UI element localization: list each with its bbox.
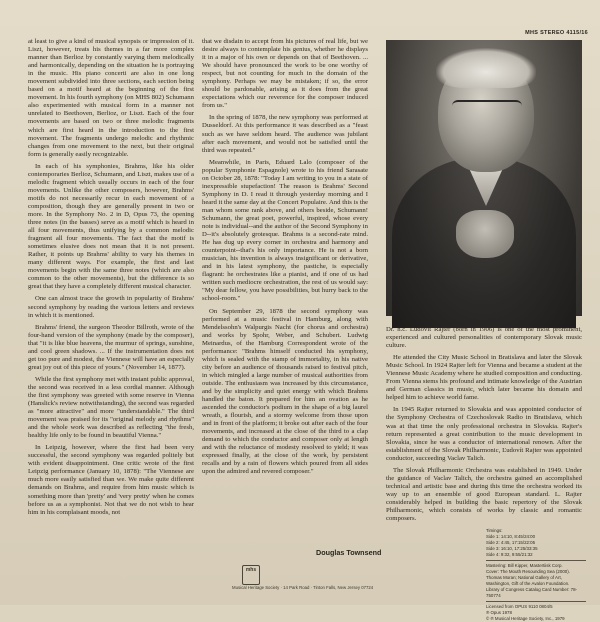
catalog-number: MHS STEREO 4115/16 (525, 30, 588, 36)
publisher-address: Musical Heritage Society · 14 Park Road · Tinton Falls, New Jersey 07724 (232, 585, 374, 590)
notes-paragraph: that we disdain to accept from his pictures of real life, but we desire always to contemplate his genius, whether he displays it in a major of his own or depends on that of Beethoven. ... We should have pronounced the work to be one worthy of respect, but not counting for much in the domain of the symphony. Perhaps we may be mistaken; if so, the error should be pardonable, arising as it does from the great expectations which our reverence for the composer induced from us." (202, 38, 368, 110)
notes-column-3 (386, 326, 582, 526)
divider (486, 601, 586, 602)
notes-column-1 (28, 38, 194, 598)
bio-paragraph: In 1945 Rajter returned to Slovakia and was appointed conductor of the Symphony Orchestra of Czechoslovak Radio in Bratislava, which was at that time the only professional orchestra in Slovakia. Rajter's return represented a great contribution to the music development in Slovakia, since he was a conductor of international renown. After the establishment of the Slovak Philharmonic, Ľudovít Rajter was appointed conductor, succeeding Vaclav Talich. (386, 406, 582, 462)
notes-paragraph: On September 29, 1878 the second symphony was performed at a music festival in Hamburg, along with Mendelssohn's Walpurgis Nacht (for chorus and orchestra) and works by Spohr, Weber, and Schubert. Ludwig Meinardus, of the Hamburg Correspondent wrote of the performance: "Brahms himself conducted his symphony, which is sealed with the stamp of immortality, in his native city before an audience of thousands raised to festival pitch, in which mingled a large number of musical authorities from outside. The enthusiasm was increased by this circumstance, and by the simplicity and quiet energy with which Brahms handled the baton. It prepared for him an ovation as he ascended the conductor's podium in the shape of a big laurel wreath, a flourish, and a stormy welcome from those upon and in front of the platform; it broke out after each of the four movements, and increased at the close of the third to a clap demand to which the conductor and composer only at length and with the reluctance of modesty resolved to yield; it was expressed finally, at the close of the work, by persistent recalls and by a rain of flowers which poured from all sides upon the admired and revered composer." (202, 307, 368, 476)
mastering-credit: Mastering: Bill Kipper, Mastertiisk Corp. (486, 563, 563, 568)
conductor-photo (386, 40, 582, 316)
cover-credit: Cover: The Mouth Resounding Sea (2000). Thomas Moran; National Gallery of Art, Washington, Gift of the Avalon Foundation. (486, 569, 570, 586)
license-credit: Licensed from OPUS 9110 0804/5 (486, 604, 553, 609)
notes-paragraph: One can almost trace the growth in popularity of Brahms' second symphony by reading the various letters and reviews in which it is mentioned. (28, 295, 194, 319)
author-signature: Douglas Townsend (316, 548, 382, 557)
bio-paragraph: He attended the City Music School in Bratislava and later the Slovak Music School. In 1924 Rajter left for Vienna and became a student at the Viennese Music Academy where he studied composition and conducting. From Vienna stems his profound and intimate knowledge of the Austrian and German classics in music, which later became his domain and helped him to achieve world fame. (386, 354, 582, 402)
library-credit: Library of Congress Catalog Card Number: 78-750774 (486, 587, 578, 598)
divider (486, 560, 586, 561)
timing-line: Side 1: 14:10, 8:45/24:00 (486, 534, 536, 539)
copyright-line: © ℗ Musical Heritage Society, Inc., 1979 (486, 616, 565, 621)
notes-column-2 (202, 38, 368, 558)
timings-label: Timings: (486, 528, 503, 533)
notes-paragraph: While the first symphony met with instant public approval, the second was received in a less cordial manner. Although the first symphony was greeted with some reserve in Vienna (Hanslick's review notwithstanding), the second was regarded as "more attractive" and more "understandable." The third movement was praised for its "original melody and rhythms" and the whole work was described as reflecting "the fresh, healthy life only to be found in beautiful Vienna." (28, 375, 194, 440)
notes-paragraph: Meanwhile, in Paris, Eduard Lalo (composer of the popular Symphonie Espagnole) wrote to his friend Sarasate on October 28, 1878: "Today I am writing to you in a state of inexpressible stupefaction! The reason is Brahms' Second Symphony in D. I read it through yesterday morning and I heard it the same day at the Concert Populaire. And this is the man whom some rank above, and others beside, Schumann! Schumann, the great poet, powerful, inspired, whose every note is individual--and the author of the Second Symphony in D--it's absolutely grotesque. Brahms is a second-rate mind. He has dug up every corner in orchestra and harmony and counterpoint--that's his only importance. He is not a born musician, his invention is always insignificant or derivative, and in his latest symphony, the pastiche, is especially flagrant: he orchestrates like a pianist, and if one of us had written such mediocre orchestration, the rest of us would say: "My dear fellow, you have possibilities, but hurry back to the school-room." (202, 158, 368, 303)
bio-paragraph: The Slovak Philharmonic Orchestra was established in 1949. Under the guidance of Vaclav Talich, the orchestra gained an accomplished technical and artistic base and during this time the orchestra worked its way up to an ensemble of good European standard. L. Rajter considerably helped in building the basic repertory of the Slovak Philharmonic, which consists of works by classic and romantic composers. (386, 466, 582, 523)
notes-paragraph: In Leipzig, however, where the first had been very successful, the second symphony was regarded politely but with evident disappointment. One critic wrote of the first Leipzig performance (January 10, 1878): "The Viennese are much more easily satisfied than we. We make quite different demands on Brahms, and require from him music which is something more than 'pretty' and 'very pretty' when he comes before us as a symphonist. Not that we do not wish to hear him in his complaisant moods, not (28, 444, 194, 516)
mhs-logo: mhs (242, 565, 260, 585)
timing-line: Side 3: 16:10, 17:25/33:35 (486, 546, 538, 551)
notes-paragraph: In the spring of 1878, the new symphony was performed at Dusseldorf. At this performance it was described as a "feast such as we have seldom heard. The audience was jubilant after each movement, and would not be satisfied until the third was repeated." (202, 114, 368, 154)
timing-line: Side 2: 4:45, 17:15/22:05 (486, 540, 536, 545)
credits-block (486, 528, 586, 622)
notes-paragraph: Brahms' friend, the surgeon Theodor Billroth, wrote of the four-hand version of the symphony (made by the composer), that "it is like blue heavens, the murmur of springs, sunshine, and cool green shadows. ... If the instrumentation does not get too pure and modest, the Viennese will have an especially great joy out of this piece of yours." (November 14, 1877). (28, 323, 194, 371)
notes-paragraph: at least to give a kind of musical synopsis or impression of it. Liszt, however, treats his themes in a far more complex manner than Berlioz by constantly varying them melodically and harmonically, depending on the situation he is portraying in the music. His piano concerti are also in one long movement subdivided into three sections, each section being based on a motif heard at the beginning of the first movement. In his fourth symphony (on MHS 802) Schumann also experimented with musical form in a manner not unrelated to Beethoven, Berlioz, or Liszt. Each of the four movements are based on two or three melodic fragments which are first heard in the introduction to the first movement. The fragments undergo melodic and rhythmic changes from one movement to the next, but their original form is generally easily recognizable. (28, 38, 194, 158)
notes-paragraph: In each of his symphonies, Brahms, like his older contemporaries Berlioz, Schumann, and Liszt, makes use of a melodic fragment which usually occurs in each of the four movements. Unlike the other composers, however, Brahms' motifs do not necessarily recur in each movement of a composition, though they are generally present in two or more. In the Symphony No. 2 in D, Opus 73, the opening three notes (in the basses) serve as a motif which is heard in all four movements, thus unifying by a common melodic fragment all four movements. The fact that the motif is sometimes elusive does not mean that it is not present. Rather, it points up Brahms' ability to vary his themes in many different ways. For example, the first and last movements begin with the same three notes (which are also common to the other movements), but the difference is so great that they have a completely different musical character. (28, 162, 194, 291)
timing-line: Side 4: 9:32, 9:55/21:32 (486, 552, 533, 557)
copyright-line: ℗ Opus 1978 (486, 610, 512, 615)
bio-paragraph: Dr. h.c. Ľudovít Rajter (born in 1906) is one of the most prominent, experienced and cultured personalities of contemporary Slovak music culture. (386, 326, 582, 350)
